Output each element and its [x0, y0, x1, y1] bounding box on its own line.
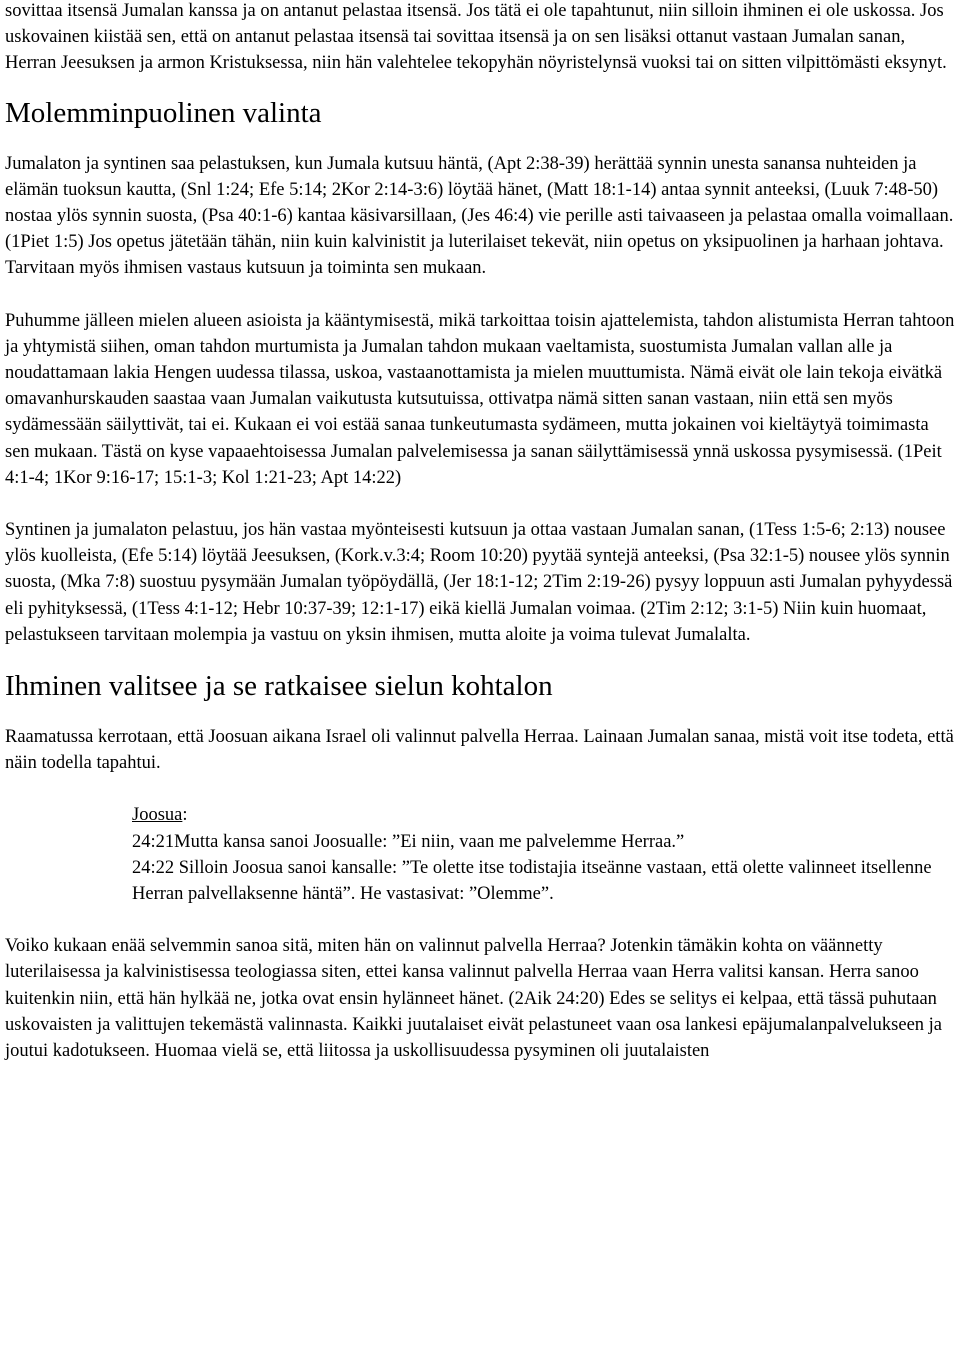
paragraph-intro: sovittaa itsensä Jumalan kanssa ja on antanut pelastaa itsensä. Jos tätä ei ole tapahtunut, niin silloin ihminen ei ole uskossa. Jos uskovainen kiistää sen, että on antanut pelastaa itsensä tai sovittaa itsensä ja on sen lisäksi ottanut vastaan Jumalan sanan, Herran Jeesuksen ja armon Kristuksessa, niin hän valehtelee tekopyhän nöyristelynsä vuoksi tai on sitten vilpittömästi eksynyt. — [5, 1, 947, 74]
paragraph-2: Puhumme jälleen mielen alueen asioista ja kääntymisestä, mikä tarkoittaa toisin ajattelemista, tahdon alistumista Herran tahtoon ja yhtymistä siihen, oman tahdon murtumista ja Jumalan tahdon mukaan vaeltamista, suostumista Jumalan vallan alle ja noudattamaan lakia Hengen uudessa tilassa, uskoa, vastaanottamista ja mielen muuttumista. Nämä eivät ole lain tekoja eivätkä omavanhurskauden saastaa vaan Jumalan vaikutusta kutsutuissa, ottivatpa nämä sitten sanan vastaan, niin että sen myös sydämessään säilyttivät, tai ei. Kukaan ei voi estää sanaa tunkeutumasta sydämeen, mutta jokainen voi kieltäytyä toimimasta sen mukaan. Tästä on kyse vapaaehtoisessa Jumalan palvelemisessa ja sanan säilyttämisessä ynnä uskossa pysymisessä. (1Peit 4:1-4; 1Kor 9:16-17; 15:1-3; Kol 1:21-23; Apt 14:22) — [5, 310, 955, 488]
scripture-quote — [132, 802, 942, 907]
paragraph-3: Syntinen ja jumalaton pelastuu, jos hän vastaa myönteisesti kutsuun ja ottaa vastaan Jumalan sanan, (1Tess 1:5-6; 2:13) nousee ylös kuolleista, (Efe 5:14) löytää Jeesuksen, (Kork.v.3:4; Room 10:20) pyytää syntejä anteeksi, (Psa 32:1-5) nousee ylös synnin suosta, (Mka 7:8) suostuu pysymään Jumalan työpöydällä, (Jer 18:1-12; 2Tim 2:19-26) pysyy loppuun asti Jumalan pyhyydessä eli pyhityksessä, (1Tess 4:1-12; Hebr 10:37-39; 12:1-17) eikä kiellä Jumalan voimaa. (2Tim 2:12; 3:1-5) Niin kuin huomaat, pelastukseen tarvitaan molempia ja vastuu on yksin ihmisen, mutta aloite ja voima tulevat Jumalalta. — [5, 520, 953, 645]
quote-verse-21: 24:21Mutta kansa sanoi Joosualle: ”Ei niin, vaan me palvelemme Herraa.” — [132, 831, 685, 852]
document-page — [5, 0, 955, 1064]
heading-molemminpuolinen-valinta: Molemminpuolinen valinta — [5, 96, 322, 129]
heading-ihminen-valitsee: Ihminen valitsee ja se ratkaisee sielun kohtalon — [5, 670, 553, 703]
paragraph-5: Voiko kukaan enää selvemmin sanoa sitä, miten hän on valinnut palvella Herraa? Jotenkin tämäkin kohta on väännetty luterilaisessa ja kalvinistisessa teologiassa siten, ettei kansa valinnut palvella Herraa vaan Herra valitsi kansan. Herra sanoo kuitenkin niin, että hän hylkää ne, jotka ovat ensin hylänneet hänet. (2Aik 24:20) Edes se selitys ei kelpaa, että tässä puhutaan uskovaisten ja valittujen tekemästä valinnasta. Kaikki juutalaiset eivät pelastuneet vaan osa lankesi epäjumalanpalvelukseen ja joutui kadotukseen. Huomaa vielä se, että liitossa ja uskollisuudessa pysyminen oli juutalaisten — [5, 936, 943, 1062]
quote-source-colon: : — [182, 805, 188, 826]
quote-verse-22: 24:22 Silloin Joosua sanoi kansalle: ”Te olette itse todistajia itseänne vastaan, että olette valinneet itsellenne Herran palvellaksenne häntä”. He vastasivat: ”Olemme”. — [132, 857, 932, 905]
quote-source-line — [132, 802, 942, 828]
quote-source-label: Joosua — [132, 805, 183, 826]
paragraph-1: Jumalaton ja syntinen saa pelastuksen, kun Jumala kutsuu häntä, (Apt 2:38-39) herättää synnin unesta sanansa nuhteiden ja elämän tuoksun kautta, (Snl 1:24; Efe 5:14; 2Kor 2:14-3:6) löytää hänet, (Matt 18:1-14) antaa synnit anteeksi, (Luuk 7:48-50) nostaa ylös synnin suosta, (Psa 40:1-6) kantaa käsivarsillaan, (Jes 46:4) vie perille asti taivaaseen ja pelastaa omalla voimallaan. (1Piet 1:5) Jos opetus jätetään tähän, niin kuin kalvinistit ja luterilaiset tekevät, niin opetus on yksipuolinen ja harhaan johtava. Tarvitaan myös ihmisen vastaus kutsuun ja toiminta sen mukaan. — [5, 153, 954, 279]
paragraph-4: Raamatussa kerrotaan, että Joosuan aikana Israel oli valinnut palvella Herraa. Lainaan Jumalan sanaa, mistä voit itse todeta, että näin todella tapahtui. — [5, 727, 954, 774]
